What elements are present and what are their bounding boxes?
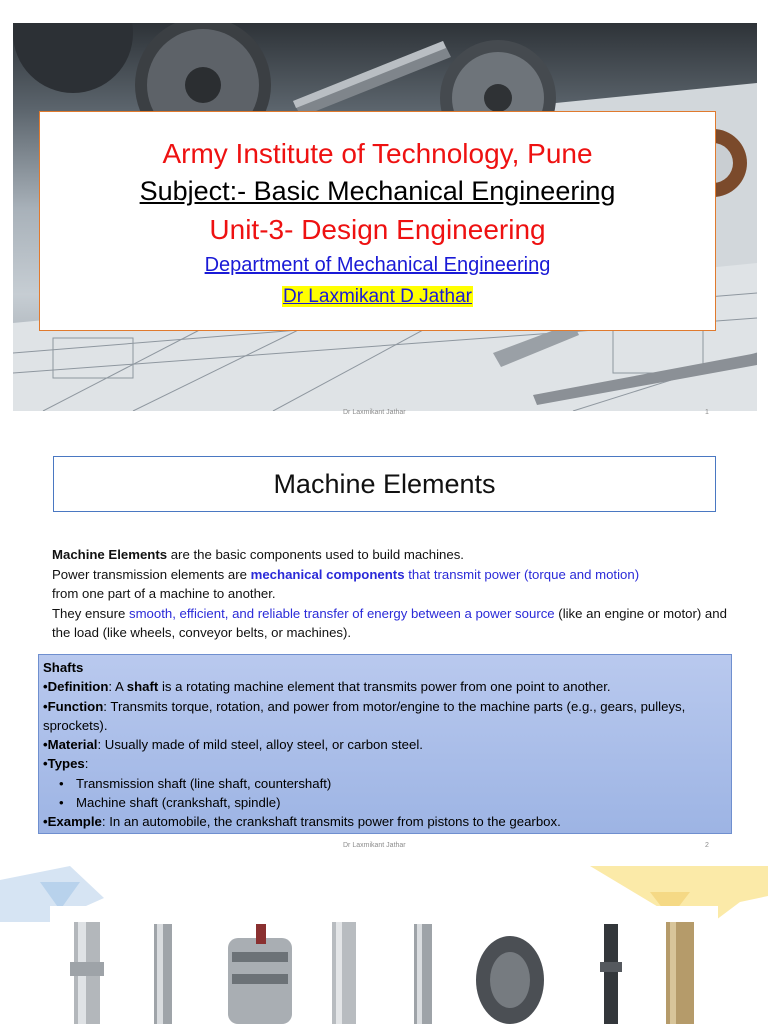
shaft-image-8 (666, 922, 694, 1024)
slide1-page-number: 1 (705, 409, 709, 416)
intro-term: Machine Elements (52, 547, 168, 562)
definition-label: •Definition (43, 679, 109, 695)
shaft-image-4 (332, 922, 356, 1024)
slide2-footer-author: Dr Laxmikant Jathar (343, 842, 406, 849)
intro-line-4 (52, 604, 732, 643)
shaft-image-3 (228, 924, 292, 1024)
slide2-title: Machine Elements (273, 469, 496, 499)
type-item: • Transmission shaft (line shaft, countershaft) (43, 774, 727, 793)
definition-text-a: : A (108, 679, 127, 695)
department-name (40, 254, 715, 277)
type-item: • Machine shaft (crankshaft, spindle) (43, 793, 727, 812)
title-slide (13, 23, 757, 411)
subject-title (40, 176, 715, 207)
slide1-footer-author: Dr Laxmikant Jathar (343, 409, 406, 416)
unit-title: Unit-3- Design Engineering (209, 214, 546, 245)
shafts-types (43, 754, 727, 773)
shafts-box (38, 654, 732, 834)
shafts-material (43, 735, 727, 754)
shafts-function (43, 697, 727, 736)
shaft-image-5 (414, 924, 432, 1024)
shaft-image-1 (70, 922, 104, 1024)
shafts-example (43, 812, 727, 831)
types-label: •Types (43, 756, 85, 772)
definition-text-b: is a rotating machine element that transmits power from one point to another. (158, 679, 611, 695)
definition-term: shaft (126, 679, 159, 695)
intro-line-3: from one part of a machine to another. (52, 586, 276, 601)
shaft-image-6 (476, 936, 544, 1024)
shaft-images-slide (0, 862, 768, 1024)
function-label: •Function (43, 698, 104, 714)
intro-line-2 (52, 565, 732, 585)
intro-line-2-bold: mechanical components (250, 566, 405, 582)
shaft-image-2 (154, 924, 172, 1024)
author-name-text: Dr Laxmikant D Jathar (282, 286, 472, 307)
shafts-heading-text: Shafts (43, 660, 84, 675)
slide2-page-number: 2 (705, 842, 709, 849)
shaft-images-illustration (0, 862, 768, 1024)
intro-line-1-rest: are the basic components used to build machines. (167, 547, 464, 562)
intro-line-4-blue: smooth, efficient, and reliable transfer of energy between a power source (128, 605, 555, 621)
intro-line-2-a: Power transmission elements are (52, 566, 251, 582)
department-name-text: Department of Mechanical Engineering (204, 254, 551, 276)
material-label: •Material (43, 737, 98, 753)
shafts-heading (43, 658, 727, 677)
types-colon: : (84, 756, 89, 772)
title-box (39, 111, 716, 331)
intro-line-4-rest: (like an engine or motor) and the load (like wheels, conveyor belts, or machines). (52, 605, 727, 640)
example-text: : In an automobile, the crankshaft transmits power from pistons to the gearbox. (101, 814, 561, 830)
institute-name: Army Institute of Technology, Pune (162, 138, 593, 169)
intro-line-4-a: They ensure (52, 605, 129, 621)
shafts-definition (43, 677, 727, 696)
author-name (40, 286, 715, 308)
slide2-title-box (53, 456, 716, 512)
example-label: •Example (43, 814, 102, 830)
intro-text (52, 545, 732, 643)
intro-line-2-blue: that transmit power (torque and motion) (404, 566, 640, 582)
material-text: : Usually made of mild steel, alloy steel, or carbon steel. (97, 737, 423, 753)
subject-title-text: Subject:- Basic Mechanical Engineering (139, 176, 616, 206)
intro-line-1 (52, 545, 732, 565)
function-text: : Transmits torque, rotation, and power from motor/engine to the machine parts (e.g., gears, pulleys, sprockets). (43, 698, 686, 733)
